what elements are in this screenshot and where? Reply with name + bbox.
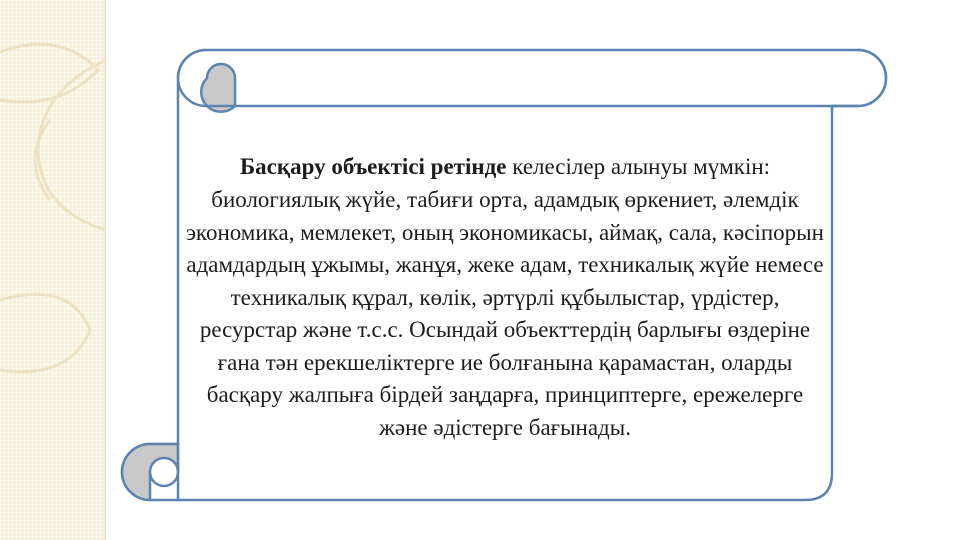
slide-lead-phrase: Басқару объектісі ретінде — [239, 154, 507, 180]
slide-body-text: келесілер алынуы мүмкін: биологиялық жүйе, табиғи орта, адамдық өркениет, әлемдік экономика, мемлекет, оның экономикасы, аймақ, сала, кәсіпорын адамдардың ұжымы, жанұя, жеке адам, техникалық жүйе немесе техникалық құрал, көлік, әртүрлі құбылыстар, үрдістер, ресурстар және т.с.с. Осындай объекттердің барлығы өздеріне ғана тән ерекшеліктерге ие болғанына қарамастан, оларды басқару жалпыға бірдей заңдарға, принциптерге, ережелерге және әдістерге бағынады. — [186, 154, 824, 441]
slide-paragraph — [186, 106, 824, 490]
